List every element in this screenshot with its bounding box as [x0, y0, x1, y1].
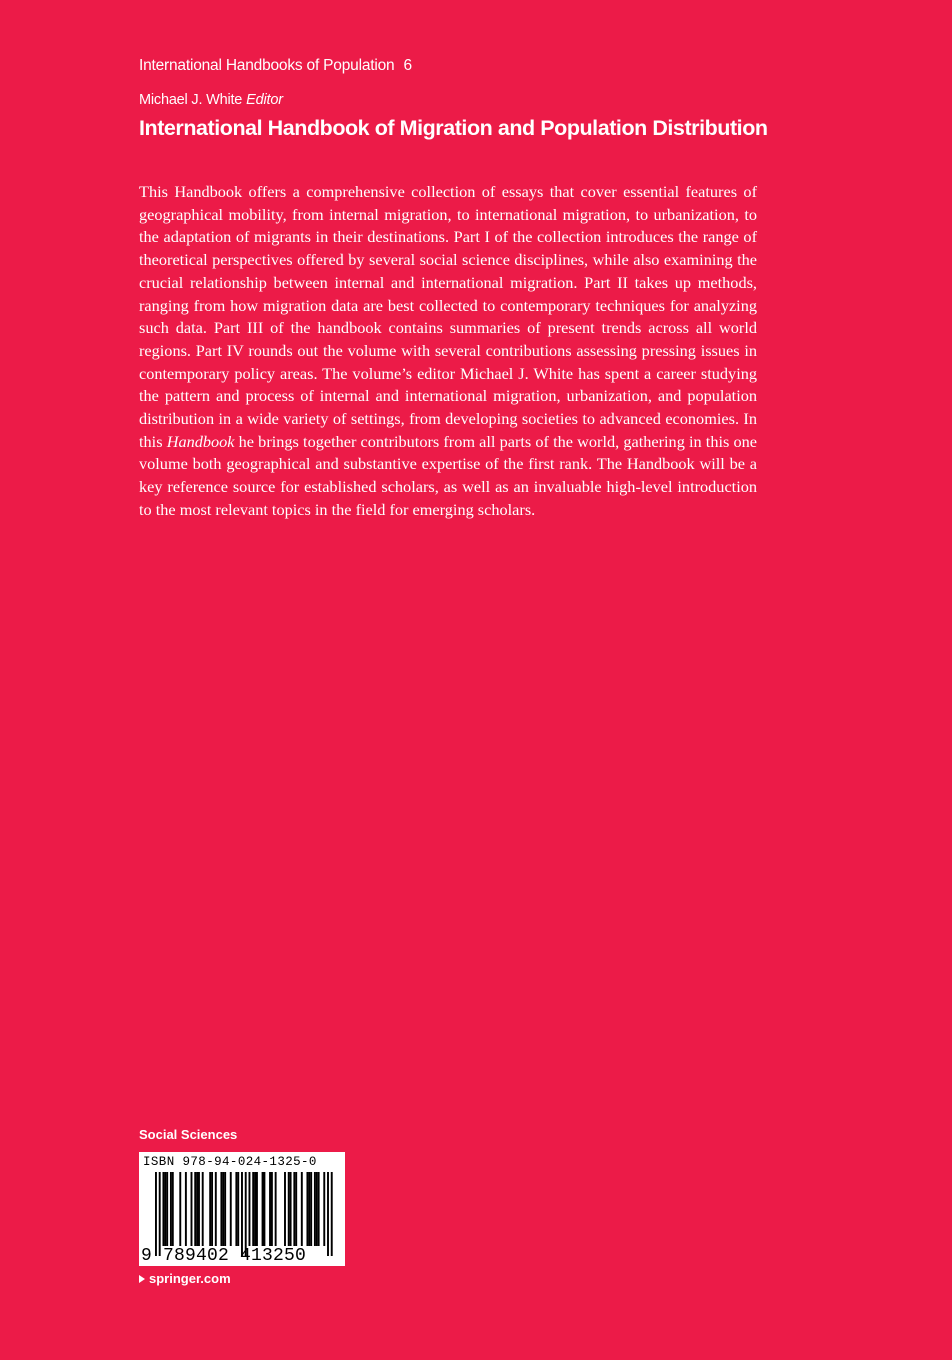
publisher-website[interactable] — [139, 1271, 231, 1286]
barcode-bar-6 — [172, 1172, 174, 1246]
series-number: 6 — [403, 57, 412, 74]
barcode-bar-29 — [262, 1172, 264, 1246]
barcode-bar-38 — [295, 1172, 297, 1246]
barcode-bar-43 — [314, 1172, 316, 1246]
barcode-bar-8 — [185, 1172, 187, 1246]
series-name: International Handbooks of Population — [139, 57, 395, 74]
barcode-bar-4 — [166, 1172, 168, 1246]
barcode-bar-27 — [254, 1172, 256, 1246]
barcode-bar-10 — [194, 1172, 196, 1246]
description-emphasis: Handbook — [166, 431, 235, 451]
series-line — [139, 57, 412, 75]
description-paragraph — [139, 181, 757, 522]
description-part-2: he brings together contributors from all parts of the world, gathering in this one volume both geographical and substantive expertise of the first rank. The Handbook will be a key reference source for established scholars, as well as an invaluable high-level introduction to the most relevant topics in the field for emerging scholars. — [139, 431, 757, 519]
barcode-bar-44 — [316, 1172, 318, 1246]
barcode-bar-2 — [162, 1172, 164, 1246]
barcode-bar-1 — [159, 1172, 161, 1256]
barcode-bar-42 — [310, 1172, 312, 1246]
barcode-bar-25 — [249, 1172, 251, 1246]
barcode-bar-16 — [215, 1172, 217, 1246]
subject-category: Social Sciences — [139, 1127, 238, 1142]
isbn-label: ISBN 978-94-024-1325-0 — [143, 1155, 317, 1169]
editor-role: Editor — [246, 92, 283, 108]
barcode-bar-19 — [224, 1172, 226, 1246]
arrow-right-icon — [139, 1275, 145, 1283]
editor-name: Michael J. White — [139, 92, 243, 108]
barcode-bar-5 — [170, 1172, 172, 1246]
barcode-bar-17 — [220, 1172, 222, 1246]
barcode-bar-48 — [331, 1172, 333, 1256]
description-part-1: This Handbook offers a comprehensive collection of essays that cover essential features of geographical mobility, from internal migration, to international migration, to urbanization, to the adaptation of migrants in their destinations. Part I of the collection introduces the range of theoretical perspectives offered by several social science disciplines, while also examining the crucial relationship between internal and international migration. Part II takes up methods, ranging from how migration data are best collected to contemporary techniques for analyzing such data. Part III of the handbook contains summaries of present trends across all world regions. Part IV rounds out the volume with several contributions assessing pressing issues in contemporary policy areas. The volume’s editor Michael J. White has spent a career studying the pattern and process of internal and international migration, urbanization, and population distribution in a wide variety of settings, from developing societies to advanced economies. In this — [139, 182, 757, 451]
barcode-bar-0 — [155, 1172, 157, 1256]
editor-line — [139, 92, 283, 108]
barcode-bar-23 — [241, 1172, 243, 1256]
website-text: springer.com — [149, 1271, 231, 1286]
isbn-barcode — [139, 1152, 345, 1266]
barcode-bar-18 — [222, 1172, 224, 1246]
barcode-bar-21 — [235, 1172, 237, 1246]
barcode-bar-24 — [245, 1172, 247, 1256]
barcode-bar-34 — [284, 1172, 286, 1246]
book-description — [139, 181, 757, 522]
barcode-bar-45 — [318, 1172, 320, 1246]
barcode-bar-3 — [164, 1172, 166, 1246]
barcode-bar-35 — [288, 1172, 290, 1246]
barcode-bar-32 — [271, 1172, 273, 1246]
book-title: International Handbook of Migration and Population Distribution — [139, 116, 768, 140]
barcode-bar-28 — [256, 1172, 258, 1246]
barcode-bar-30 — [263, 1172, 265, 1246]
barcode-bar-14 — [209, 1172, 211, 1246]
barcode-bar-46 — [323, 1172, 325, 1246]
barcode-bar-22 — [237, 1172, 239, 1246]
barcode-bar-9 — [191, 1172, 193, 1246]
barcode-bar-33 — [275, 1172, 277, 1246]
barcode-bar-39 — [301, 1172, 303, 1246]
barcode-bar-41 — [308, 1172, 310, 1246]
ean-digits: 9 789402 413250 — [141, 1246, 307, 1266]
barcode-bar-7 — [179, 1172, 181, 1246]
barcode-bar-37 — [293, 1172, 295, 1246]
barcode-bar-12 — [198, 1172, 200, 1246]
barcode-bar-13 — [202, 1172, 204, 1246]
barcode-bar-40 — [306, 1172, 308, 1246]
barcode-bar-47 — [327, 1172, 329, 1256]
barcode-bar-26 — [252, 1172, 254, 1246]
barcode-bar-15 — [211, 1172, 213, 1246]
barcode-bar-20 — [230, 1172, 232, 1246]
barcode-bar-36 — [290, 1172, 292, 1246]
barcode-bar-11 — [196, 1172, 198, 1246]
barcode-bar-31 — [269, 1172, 271, 1246]
